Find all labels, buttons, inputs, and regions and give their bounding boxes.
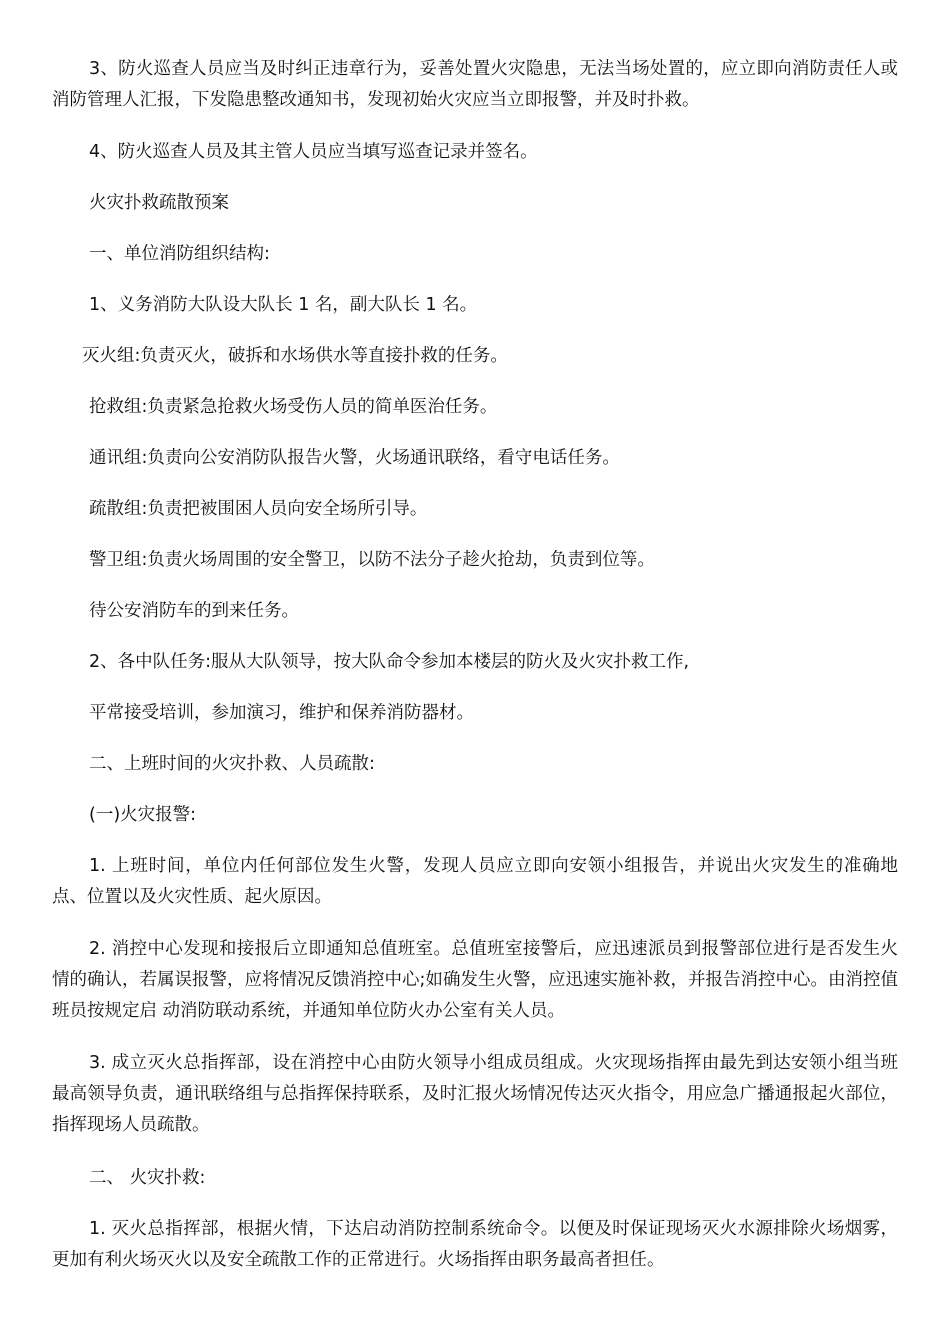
paragraph-brigade: 1、义务消防大队设大队长 1 名，副大队长 1 名。 (89, 295, 478, 315)
paragraph-patrol-3: 3、防火巡查人员应当及时纠正违章行为，妥善处置火灾隐患，无法当场处置的，应立即向消防责任人或消防管理人汇报，下发隐患整改通知书，发现初始火灾应当立即报警，并及时扑救。 (52, 59, 898, 110)
heading-fire-alarm: (一)火灾报警: (89, 805, 197, 825)
heading-organization: 一、单位消防组织结构: (89, 244, 270, 264)
heading-fire-fighting: 二、 火灾扑救: (89, 1168, 206, 1188)
heading-working-hours: 二、上班时间的火灾扑救、人员疏散: (89, 754, 375, 774)
paragraph-training: 平常接受培训，参加演习，维护和保养消防器材。 (89, 703, 474, 723)
section-title-fire-plan: 火灾扑救疏散预案 (89, 193, 229, 213)
paragraph-firefighting-group: 灭火组:负责灭火，破拆和水场供水等直接扑救的任务。 (82, 346, 508, 366)
paragraph-alarm-3: 3. 成立灭火总指挥部，设在消控中心由防火领导小组成员组成。火灾现场指挥由最先到达安领小组当班最高领导负责，通讯联络组与总指挥保持联系，及时汇报火场情况传达灭火指令，用应急广播通报起火部位，指挥现场人员疏散。 (52, 1053, 898, 1135)
paragraph-squad-tasks: 2、各中队任务:服从大队领导，按大队命令参加本楼层的防火及火灾扑救工作, (89, 652, 690, 672)
paragraph-alarm-2: 2. 消控中心发现和接报后立即通知总值班室。总值班室接警后，应迅速派员到报警部位进行是否发生火情的确认，若属误报警，应将情况反馈消控中心;如确发生火警，应迅速实施补救，并报告消控中心。由消控值班员按规定启 动消防联动系统，并通知单位防火办公室有关人员。 (52, 939, 898, 1021)
paragraph-patrol-4: 4、防火巡查人员及其主管人员应当填写巡查记录并签名。 (89, 142, 538, 162)
paragraph-rescue-group: 抢救组:负责紧急抢救火场受伤人员的简单医治任务。 (89, 397, 498, 417)
paragraph-await-fire-trucks: 待公安消防车的到来任务。 (89, 601, 299, 621)
paragraph-guard-group: 警卫组:负责火场周围的安全警卫，以防不法分子趁火抢劫，负责到位等。 (89, 550, 655, 570)
paragraph-alarm-1: 1. 上班时间，单位内任何部位发生火警，发现人员应立即向安领小组报告，并说出火灾发生的准确地点、位置以及火灾性质、起火原因。 (52, 856, 898, 907)
paragraph-fighting-1: 1. 灭火总指挥部，根据火情，下达启动消防控制系统命令。以便及时保证现场灭火水源排除火场烟雾，更加有利火场灭火以及安全疏散工作的正常进行。火场指挥由职务最高者担任。 (52, 1219, 898, 1270)
paragraph-communication-group: 通讯组:负责向公安消防队报告火警，火场通讯联络，看守电话任务。 (89, 448, 620, 468)
paragraph-evacuation-group: 疏散组:负责把被围困人员向安全场所引导。 (89, 499, 428, 519)
